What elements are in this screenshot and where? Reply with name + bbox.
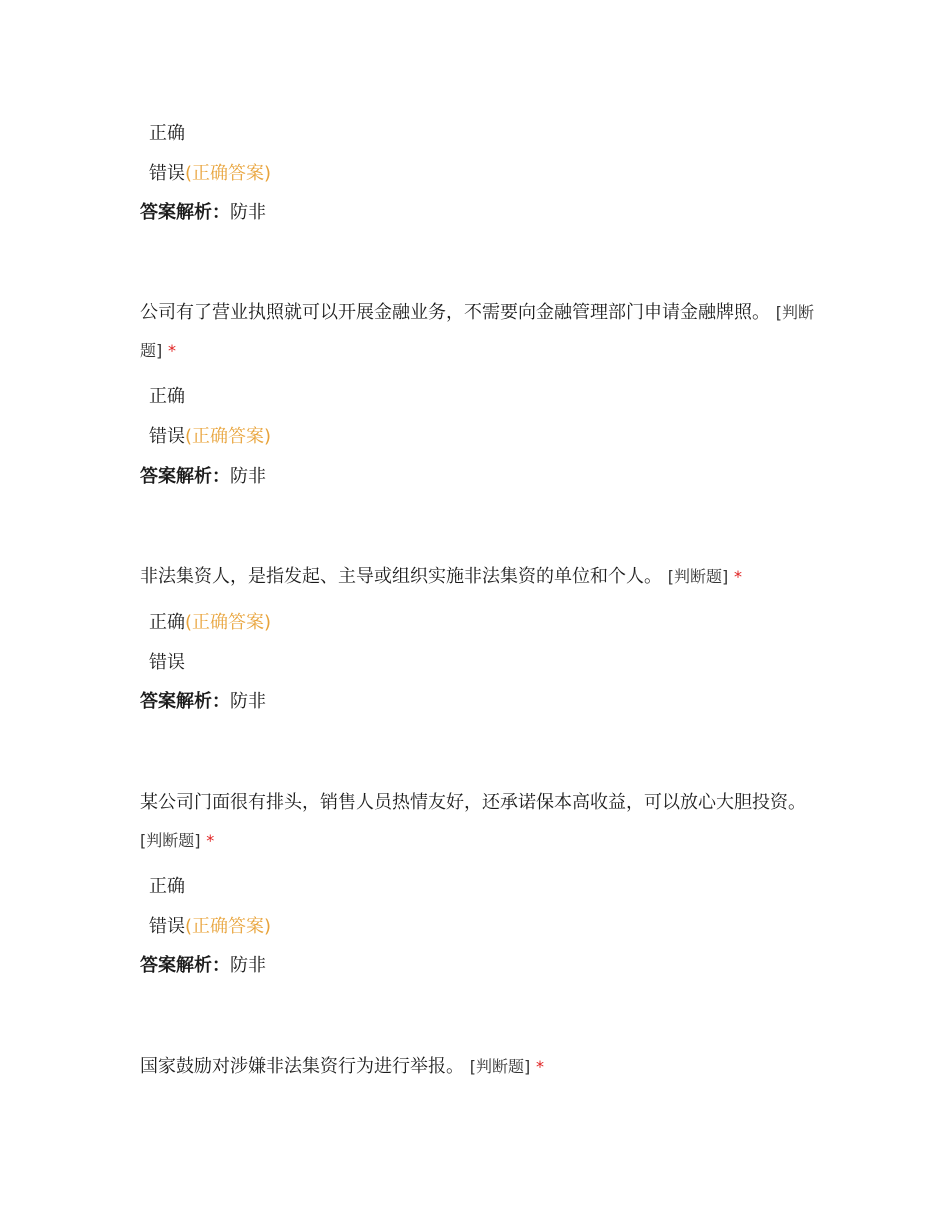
- option-true: [149, 611, 271, 635]
- option-label: 正确: [149, 876, 185, 897]
- explanation-text: 防非: [230, 466, 266, 487]
- option-true: [149, 875, 185, 899]
- option-false: [149, 425, 271, 449]
- required-mark: *: [535, 1057, 544, 1076]
- correct-answer-tag: (正确答案): [185, 426, 272, 447]
- answer-explanation: [140, 690, 266, 714]
- correct-answer-tag: (正确答案): [185, 163, 272, 184]
- option-label: 错误: [149, 163, 185, 184]
- option-label: 错误: [149, 426, 185, 447]
- option-label: 错误: [149, 916, 185, 937]
- question-text: [140, 784, 820, 860]
- option-false: [149, 915, 271, 939]
- option-label: 正确: [149, 386, 185, 407]
- question-body: 国家鼓励对涉嫌非法集资行为进行举报。: [140, 1056, 464, 1077]
- required-mark: *: [733, 567, 742, 586]
- question-body: 某公司门面很有排头，销售人员热情友好，还承诺保本高收益，可以放心大胆投资。: [140, 792, 806, 813]
- question-text: [140, 1055, 544, 1079]
- option-false: [149, 162, 271, 186]
- question-text: [140, 565, 742, 589]
- explanation-text: 防非: [230, 955, 266, 976]
- correct-answer-tag: (正确答案): [185, 916, 272, 937]
- option-label: 正确: [149, 612, 185, 633]
- question-text: [140, 294, 820, 370]
- correct-answer-tag: (正确答案): [185, 612, 272, 633]
- question-type-tag: [判断题]: [140, 831, 201, 850]
- question-body: 非法集资人，是指发起、主导或组织实施非法集资的单位和个人。: [140, 566, 662, 587]
- explanation-label: 答案解析：: [140, 955, 230, 976]
- question-type-tag: [判断题]: [469, 1057, 531, 1076]
- answer-explanation: [140, 201, 266, 225]
- question-body: 公司有了营业执照就可以开展金融业务，不需要向金融管理部门申请金融牌照。: [140, 302, 770, 323]
- explanation-text: 防非: [230, 691, 266, 712]
- explanation-text: 防非: [230, 202, 266, 223]
- explanation-label: 答案解析：: [140, 691, 230, 712]
- option-label: 错误: [149, 652, 185, 673]
- explanation-label: 答案解析：: [140, 202, 230, 223]
- answer-explanation: [140, 954, 266, 978]
- option-false: [149, 651, 185, 675]
- required-mark: *: [206, 831, 215, 850]
- question-type-tag: [判断题]: [667, 567, 729, 586]
- explanation-label: 答案解析：: [140, 466, 230, 487]
- answer-explanation: [140, 465, 266, 489]
- option-true: [149, 122, 185, 146]
- option-true: [149, 385, 185, 409]
- option-label: 正确: [149, 123, 185, 144]
- required-mark: *: [167, 341, 176, 360]
- question-type-tag: [判断题]: [140, 303, 814, 360]
